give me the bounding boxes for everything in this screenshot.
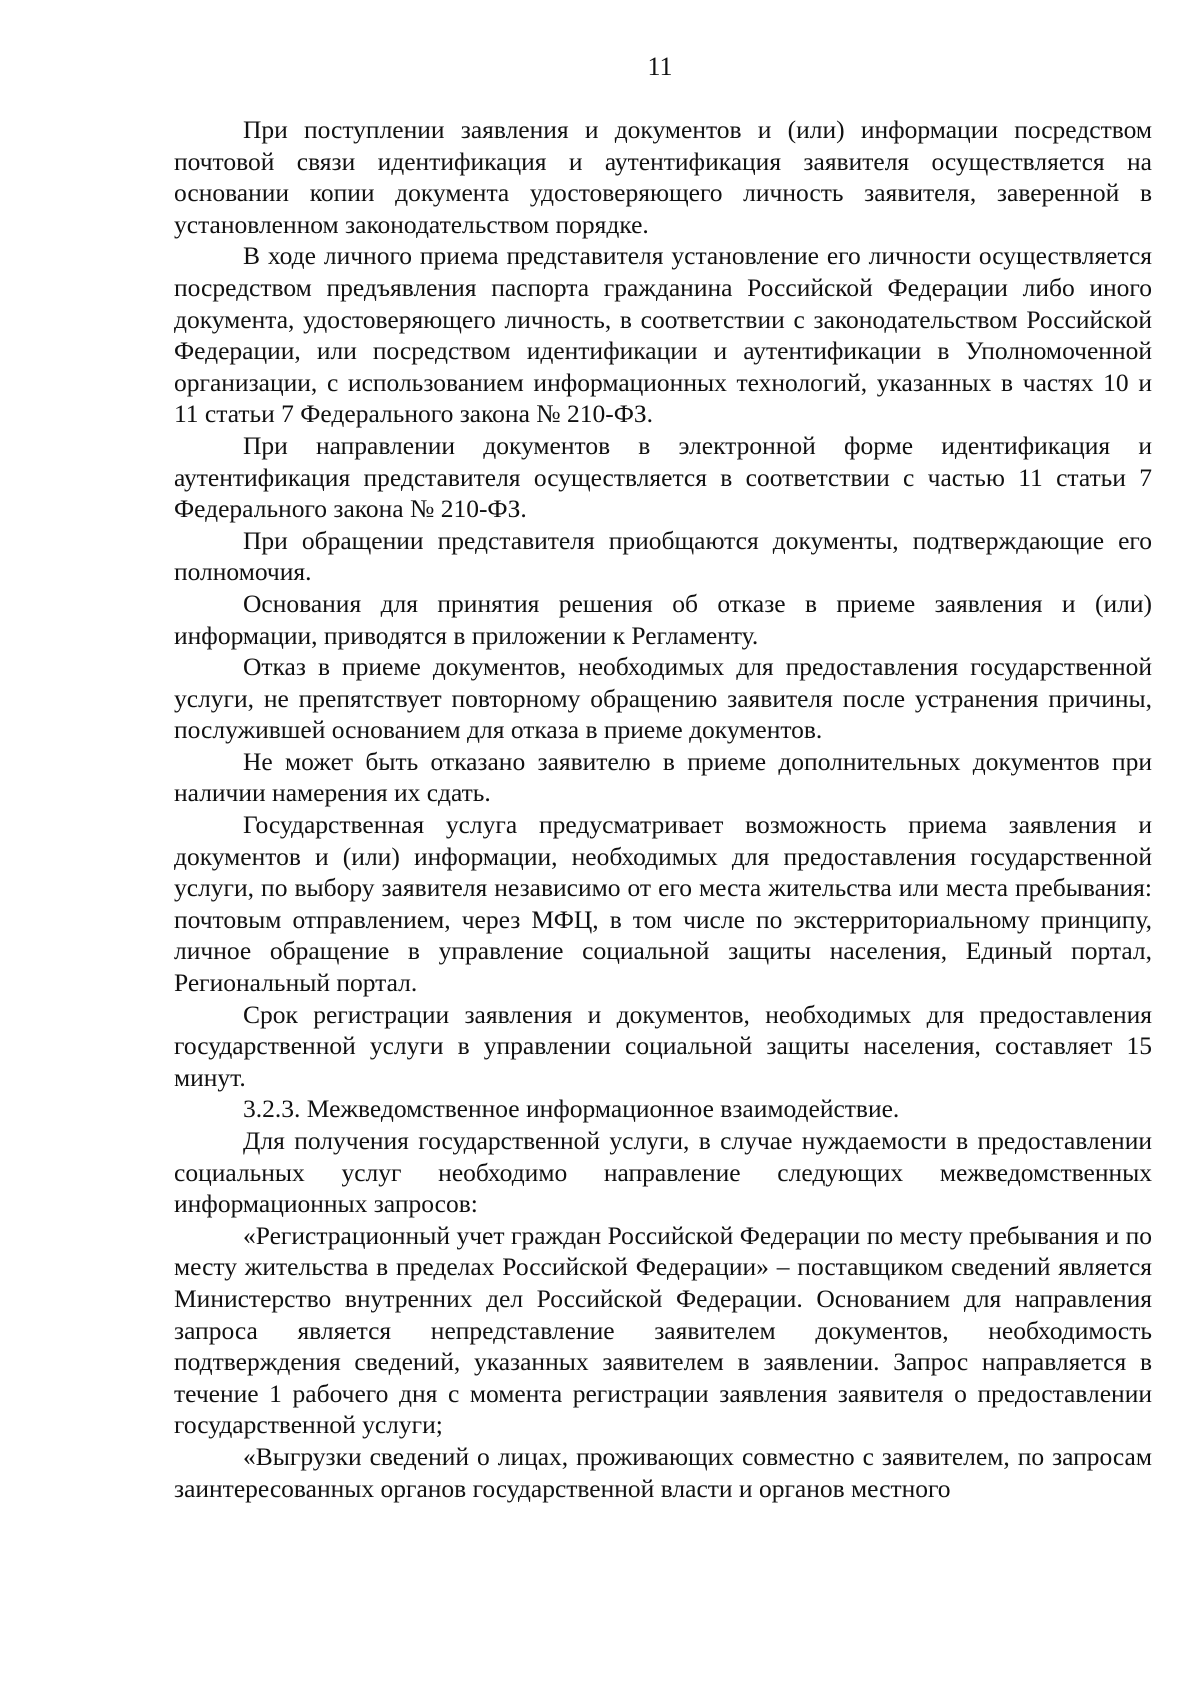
document-body (174, 114, 1152, 1504)
paragraph-electronic-documents: При направлении документов в электронной форме идентификация и аутентификация представителя осуществляется в соответствии с частью 11 статьи 7 Федерального закона № 210-ФЗ. (174, 430, 1152, 524)
paragraph-interagency-requests: Для получения государственной услуги, в случае нуждаемости в предоставлении социальных услуг необходимо направление следующих межведомственных информационных запросов: (174, 1126, 1152, 1219)
paragraph-cohabitants-data: «Выгрузки сведений о лицах, проживающих совместно с заявителем, по запросам заинтересованных органов государственной власти и органов местного (174, 1441, 1152, 1503)
section-heading-3-2-3: 3.2.3. Межведомственное информационное взаимодействие. (243, 1094, 900, 1124)
paragraph-refusal-reapply: Отказ в приеме документов, необходимых для предоставления государственной услуги, не препятствует повторному обращению заявителя после устранения причины, послужившей основанием для отказа в приеме документов. (174, 652, 1152, 745)
paragraph-postal-identification: При поступлении заявления и документов и (или) информации посредством почтовой связи идентификация и аутентификация заявителя осуществляется на основании копии документа удостоверяющего личность заявителя, заверенной в установленном законодательством порядке. (174, 115, 1152, 239)
paragraph-registration-time: Срок регистрации заявления и документов, необходимых для предоставления государственной услуги в управлении социальной защиты населения, составляет 15 минут. (174, 999, 1152, 1092)
paragraph-personal-reception: В ходе личного приема представителя установление его личности осуществляется посредством предъявления паспорта гражданина Российской Федерации либо иного документа, удостоверяющего личность, в соответствии с законодательством Российской Федерации, или посредством идентификации и аутентификации в Уполномоченной организации, с использованием информационных технологий, указанных в частях 10 и 11 статьи 7 Федерального закона № 210-ФЗ. (174, 241, 1152, 429)
page-number: 11 (647, 52, 673, 81)
paragraph-refusal-grounds: Основания для принятия решения об отказе в приеме заявления и (или) информации, приводятся в приложении к Регламенту. (174, 588, 1152, 650)
paragraph-representative-authority: При обращении представителя приобщаются документы, подтверждающие его полномочия. (174, 525, 1152, 587)
paragraph-additional-documents: Не может быть отказано заявителю в приеме дополнительных документов при наличии намерения их сдать. (174, 746, 1152, 808)
paragraph-submission-options: Государственная услуга предусматривает возможность приема заявления и документов и (или) информации, необходимых для предоставления государственной услуги, по выбору заявителя независимо от его места жительства или места пребывания: почтовым отправлением, через МФЦ, в том числе по экстерриториальному принципу, личное обращение в управление социальной защиты населения, Единый портал, Региональный портал. (174, 810, 1152, 998)
paragraph-registration-record: «Регистрационный учет граждан Российской Федерации по месту пребывания и по месту жительства в пределах Российской Федерации» – поставщиком сведений является Министерство внутренних дел Российской Федерации. Основанием для направления запроса является непредставление заявителем документов, необходимость подтверждения сведений, указанных заявителем в заявлении. Запрос направляется в течение 1 рабочего дня с момента регистрации заявления заявителя о предоставлении государственной услуги; (174, 1220, 1152, 1440)
